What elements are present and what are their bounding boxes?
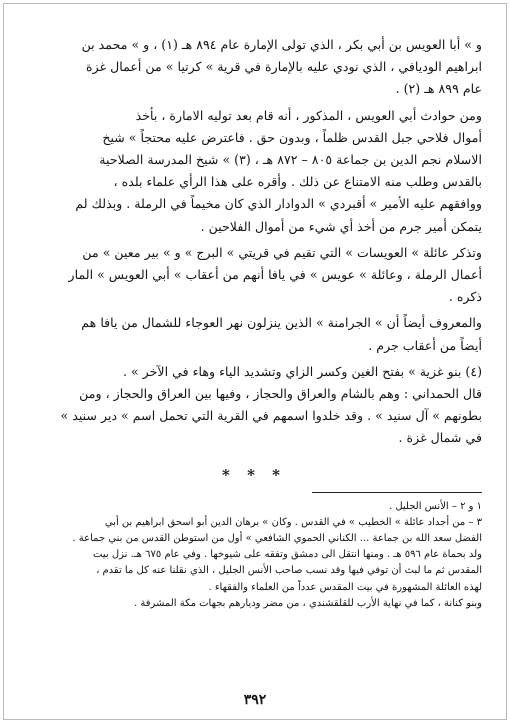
page-content	[26, 34, 482, 612]
footnote-rule	[312, 492, 482, 493]
text-line: عام ٨٩٩ هـ (٢) .	[395, 81, 482, 97]
text-line: قال الحمداني : وهم بالشام والعراق والحجاز ، وفيها بين العراق والحجاز ، ومن	[79, 386, 482, 402]
footnote-line: لهذه العائلة المشهورة في بيت المقدس عدداً من العلماء والفقهاء .	[208, 581, 482, 593]
footnote-line: المقدس ثم ما لبث أن توفي فيها وقد نسب صاحب الأنس الجليل ، الذي نقلنا عنه كل ما تقدم ،	[96, 565, 482, 577]
footnote-line: ١ و ٢ – الأنس الجليل .	[388, 500, 482, 512]
text-line: و » أبا العويس بن أبي بكر ، الذي تولى الإمارة عام ٨٩٤ هـ (١) ، و » محمد بن	[81, 37, 482, 52]
footnote-line: ولد بحماة عام ٥٩٦ هـ . ومنها انتقل الى دمشق وتفقه على شيوخها . وفي عام ٦٧٥ هـ. نزل بيت	[93, 549, 482, 561]
text-line: يتمكن أمير جرم من أخذ أي شيء من أموال الفلاحين .	[200, 218, 482, 234]
text-line: والمعروف أيضاً أن » الجرامنة » الذين ينزلون نهر العوجاء للشمال من يافا هم	[81, 315, 482, 331]
text-line: في شمال غزة .	[398, 430, 482, 446]
text-line: بالقدس وطلب منه الامتناع عن ذلك . وأقره على هذا الرأي علماء بلده ،	[113, 174, 482, 190]
paragraph-4	[26, 312, 482, 356]
paragraph-1	[26, 34, 482, 101]
text-line: الاسلام نجم الدين بن جماعة ٨٠٥ – ٨٧٢ هـ ، (٣) » شيخ المدرسة الصلاحية	[99, 152, 482, 168]
text-line: أيضاً من أعقاب جرم .	[368, 337, 482, 353]
text-line: بطونهم » آل سنيد » . وقد خلدوا اسمهم في القرية التي تحمل اسم » دير سنيد »	[60, 408, 482, 424]
paragraph-2	[26, 105, 482, 238]
text-line: أعمال الرملة ، وعائلة » عويس » في يافا أنهم من أعقاب » أبي العويس » المار	[68, 267, 482, 283]
text-line: وتذكر عائلة » العويسات » التي تقيم في قريتي » البرج » و » بير معين » من	[82, 244, 482, 260]
page-number: ٣٩٢	[243, 692, 267, 708]
section-separator: * * *	[222, 465, 286, 484]
text-line: ابراهيم الوديافي ، الذي نودي عليه بالإمارة في قرية » كرتيا » من أعمال غزة	[86, 59, 482, 75]
footnote-line: الفضل سعد الله بن جماعة ... الكناني الحموي الشافعي » أول من استوطن القدس من بني جماعة .	[72, 533, 482, 545]
page-frame	[3, 3, 507, 720]
footnote-line: وبنو كنانة ، كما في نهاية الأرب للقلقشندي ، من مضر وديارهم بجهات مكة المشرفة .	[133, 597, 482, 609]
footnote-line: ٣ – من أجداد عائلة » الخطيب » في القدس . وكان » برهان الدين أبو اسحق ابراهيم بن أبي	[104, 516, 482, 528]
text-line: أموال فلاحي جبل القدس ظلماً ، وبدون حق . فاعترض عليه محتجاً » شيخ	[102, 129, 482, 145]
text-line: ووافقهم عليه الأمير » أقبردي » الدوادار الذي كان مخيماً في الرملة . وبذلك لم	[75, 196, 482, 212]
text-line: ذكره .	[448, 289, 482, 305]
text-line: ومن حوادث أبي العويس ، المذكور ، أنه قام بعد توليه الامارة ، بأخذ	[135, 107, 482, 123]
paragraph-3	[26, 242, 482, 309]
text-line: (٤) بنو غزية » بفتح الغين وكسر الزاي وتشديد الياء وهاء في الآخر » .	[122, 363, 482, 379]
footnotes	[26, 499, 482, 612]
paragraph-5	[26, 361, 482, 450]
